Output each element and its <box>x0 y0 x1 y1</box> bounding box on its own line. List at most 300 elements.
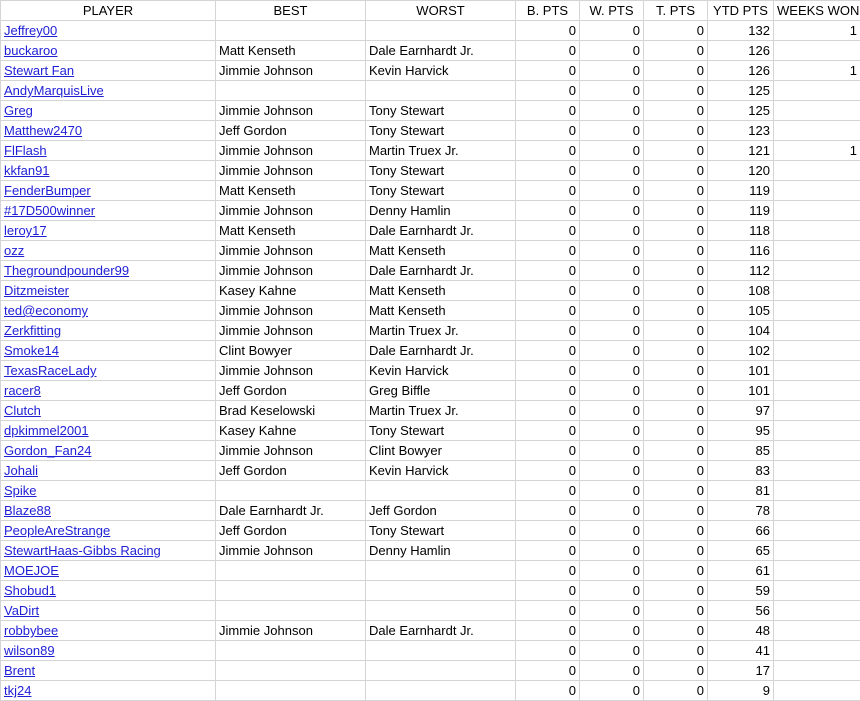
player-cell[interactable] <box>1 21 216 41</box>
worst-driver-cell[interactable]: Jeff Gordon <box>366 501 516 521</box>
player-cell[interactable] <box>1 261 216 281</box>
worst-driver-cell[interactable]: Dale Earnhardt Jr. <box>366 341 516 361</box>
worst-driver-cell[interactable] <box>366 561 516 581</box>
weeks-won-cell[interactable] <box>774 241 860 261</box>
player-link[interactable]: Smoke14 <box>4 343 59 358</box>
t-pts-cell[interactable]: 0 <box>644 561 708 581</box>
worst-driver-cell[interactable]: Clint Bowyer <box>366 441 516 461</box>
player-link[interactable]: robbybee <box>4 623 59 638</box>
w-pts-cell[interactable]: 0 <box>580 281 644 301</box>
ytd-pts-cell[interactable]: 119 <box>708 181 774 201</box>
w-pts-cell[interactable]: 0 <box>580 541 644 561</box>
t-pts-cell[interactable]: 0 <box>644 681 708 701</box>
t-pts-cell[interactable]: 0 <box>644 321 708 341</box>
player-link[interactable]: kkfan91 <box>4 163 50 178</box>
b-pts-cell[interactable]: 0 <box>516 121 580 141</box>
best-driver-cell[interactable]: Jimmie Johnson <box>216 141 366 161</box>
b-pts-cell[interactable]: 0 <box>516 241 580 261</box>
worst-driver-cell[interactable] <box>366 481 516 501</box>
ytd-pts-cell[interactable]: 104 <box>708 321 774 341</box>
player-link[interactable]: Brent <box>4 663 36 678</box>
w-pts-cell[interactable]: 0 <box>580 61 644 81</box>
w-pts-cell[interactable]: 0 <box>580 421 644 441</box>
best-driver-cell[interactable]: Kasey Kahne <box>216 281 366 301</box>
player-cell[interactable] <box>1 561 216 581</box>
weeks-won-cell[interactable] <box>774 581 860 601</box>
ytd-pts-cell[interactable]: 101 <box>708 361 774 381</box>
w-pts-cell[interactable]: 0 <box>580 521 644 541</box>
worst-driver-cell[interactable] <box>366 681 516 701</box>
worst-driver-cell[interactable]: Kevin Harvick <box>366 361 516 381</box>
worst-driver-cell[interactable]: Tony Stewart <box>366 521 516 541</box>
player-link[interactable]: PeopleAreStrange <box>4 523 111 538</box>
player-link[interactable]: MOEJOE <box>4 563 59 578</box>
worst-driver-cell[interactable]: Denny Hamlin <box>366 541 516 561</box>
t-pts-cell[interactable]: 0 <box>644 121 708 141</box>
t-pts-cell[interactable]: 0 <box>644 341 708 361</box>
ytd-pts-cell[interactable]: 81 <box>708 481 774 501</box>
t-pts-cell[interactable]: 0 <box>644 21 708 41</box>
player-cell[interactable] <box>1 601 216 621</box>
player-cell[interactable] <box>1 421 216 441</box>
player-cell[interactable] <box>1 621 216 641</box>
player-cell[interactable] <box>1 81 216 101</box>
weeks-won-cell[interactable] <box>774 221 860 241</box>
player-cell[interactable] <box>1 341 216 361</box>
best-driver-cell[interactable]: Jimmie Johnson <box>216 61 366 81</box>
b-pts-cell[interactable]: 0 <box>516 581 580 601</box>
ytd-pts-cell[interactable]: 65 <box>708 541 774 561</box>
t-pts-cell[interactable]: 0 <box>644 601 708 621</box>
player-cell[interactable] <box>1 101 216 121</box>
worst-driver-cell[interactable]: Tony Stewart <box>366 161 516 181</box>
ytd-pts-cell[interactable]: 83 <box>708 461 774 481</box>
worst-driver-cell[interactable]: Tony Stewart <box>366 101 516 121</box>
w-pts-cell[interactable]: 0 <box>580 481 644 501</box>
best-driver-cell[interactable]: Clint Bowyer <box>216 341 366 361</box>
ytd-pts-cell[interactable]: 66 <box>708 521 774 541</box>
w-pts-cell[interactable]: 0 <box>580 641 644 661</box>
best-driver-cell[interactable]: Jimmie Johnson <box>216 321 366 341</box>
t-pts-cell[interactable]: 0 <box>644 381 708 401</box>
player-cell[interactable] <box>1 581 216 601</box>
player-link[interactable]: Zerkfitting <box>4 323 62 338</box>
player-cell[interactable] <box>1 381 216 401</box>
t-pts-cell[interactable]: 0 <box>644 361 708 381</box>
w-pts-cell[interactable]: 0 <box>580 561 644 581</box>
ytd-pts-cell[interactable]: 121 <box>708 141 774 161</box>
w-pts-cell[interactable]: 0 <box>580 41 644 61</box>
worst-driver-cell[interactable]: Matt Kenseth <box>366 281 516 301</box>
ytd-pts-cell[interactable]: 125 <box>708 81 774 101</box>
worst-driver-cell[interactable]: Matt Kenseth <box>366 301 516 321</box>
b-pts-cell[interactable]: 0 <box>516 661 580 681</box>
best-driver-cell[interactable]: Jimmie Johnson <box>216 101 366 121</box>
t-pts-cell[interactable]: 0 <box>644 621 708 641</box>
ytd-pts-cell[interactable]: 56 <box>708 601 774 621</box>
b-pts-cell[interactable]: 0 <box>516 201 580 221</box>
ytd-pts-cell[interactable]: 9 <box>708 681 774 701</box>
w-pts-cell[interactable]: 0 <box>580 21 644 41</box>
player-cell[interactable] <box>1 301 216 321</box>
best-driver-cell[interactable]: Kasey Kahne <box>216 421 366 441</box>
t-pts-cell[interactable]: 0 <box>644 261 708 281</box>
t-pts-cell[interactable]: 0 <box>644 141 708 161</box>
b-pts-cell[interactable]: 0 <box>516 81 580 101</box>
weeks-won-cell[interactable] <box>774 661 860 681</box>
worst-driver-cell[interactable]: Greg Biffle <box>366 381 516 401</box>
best-driver-cell[interactable] <box>216 581 366 601</box>
b-pts-cell[interactable]: 0 <box>516 161 580 181</box>
t-pts-cell[interactable]: 0 <box>644 161 708 181</box>
b-pts-cell[interactable]: 0 <box>516 221 580 241</box>
weeks-won-cell[interactable] <box>774 601 860 621</box>
b-pts-cell[interactable]: 0 <box>516 641 580 661</box>
b-pts-cell[interactable]: 0 <box>516 501 580 521</box>
ytd-pts-cell[interactable]: 41 <box>708 641 774 661</box>
best-driver-cell[interactable] <box>216 601 366 621</box>
t-pts-cell[interactable]: 0 <box>644 421 708 441</box>
worst-driver-cell[interactable] <box>366 21 516 41</box>
t-pts-cell[interactable]: 0 <box>644 581 708 601</box>
player-link[interactable]: tkj24 <box>4 683 32 698</box>
b-pts-cell[interactable]: 0 <box>516 421 580 441</box>
player-link[interactable]: Ditzmeister <box>4 283 70 298</box>
w-pts-cell[interactable]: 0 <box>580 621 644 641</box>
weeks-won-cell[interactable] <box>774 121 860 141</box>
b-pts-cell[interactable]: 0 <box>516 281 580 301</box>
weeks-won-cell[interactable] <box>774 421 860 441</box>
ytd-pts-cell[interactable]: 59 <box>708 581 774 601</box>
w-pts-cell[interactable]: 0 <box>580 581 644 601</box>
w-pts-cell[interactable]: 0 <box>580 321 644 341</box>
worst-driver-cell[interactable]: Tony Stewart <box>366 121 516 141</box>
weeks-won-cell[interactable] <box>774 41 860 61</box>
ytd-pts-cell[interactable]: 97 <box>708 401 774 421</box>
t-pts-cell[interactable]: 0 <box>644 501 708 521</box>
b-pts-cell[interactable]: 0 <box>516 61 580 81</box>
b-pts-cell[interactable]: 0 <box>516 21 580 41</box>
player-link[interactable]: Gordon_Fan24 <box>4 443 92 458</box>
best-driver-cell[interactable]: Jimmie Johnson <box>216 241 366 261</box>
w-pts-cell[interactable]: 0 <box>580 261 644 281</box>
ytd-pts-cell[interactable]: 61 <box>708 561 774 581</box>
ytd-pts-cell[interactable]: 78 <box>708 501 774 521</box>
w-pts-cell[interactable]: 0 <box>580 101 644 121</box>
player-link[interactable]: Jeffrey00 <box>4 23 58 38</box>
b-pts-cell[interactable]: 0 <box>516 621 580 641</box>
w-pts-cell[interactable]: 0 <box>580 341 644 361</box>
weeks-won-cell[interactable] <box>774 641 860 661</box>
ytd-pts-cell[interactable]: 85 <box>708 441 774 461</box>
t-pts-cell[interactable]: 0 <box>644 641 708 661</box>
player-cell[interactable] <box>1 501 216 521</box>
w-pts-cell[interactable]: 0 <box>580 661 644 681</box>
best-driver-cell[interactable]: Matt Kenseth <box>216 41 366 61</box>
w-pts-cell[interactable]: 0 <box>580 241 644 261</box>
player-link[interactable]: Shobud1 <box>4 583 57 598</box>
best-driver-cell[interactable]: Dale Earnhardt Jr. <box>216 501 366 521</box>
t-pts-cell[interactable]: 0 <box>644 181 708 201</box>
b-pts-cell[interactable]: 0 <box>516 561 580 581</box>
ytd-pts-cell[interactable]: 126 <box>708 61 774 81</box>
weeks-won-cell[interactable]: 1 <box>774 141 860 161</box>
b-pts-cell[interactable]: 0 <box>516 481 580 501</box>
player-link[interactable]: ted@economy <box>4 303 89 318</box>
player-cell[interactable] <box>1 201 216 221</box>
weeks-won-cell[interactable] <box>774 181 860 201</box>
player-link[interactable]: Greg <box>4 103 33 118</box>
worst-driver-cell[interactable]: Dale Earnhardt Jr. <box>366 221 516 241</box>
player-link[interactable]: Clutch <box>4 403 41 418</box>
w-pts-cell[interactable]: 0 <box>580 221 644 241</box>
player-cell[interactable] <box>1 121 216 141</box>
worst-driver-cell[interactable] <box>366 661 516 681</box>
player-link[interactable]: wilson89 <box>4 643 55 658</box>
t-pts-cell[interactable]: 0 <box>644 41 708 61</box>
w-pts-cell[interactable]: 0 <box>580 361 644 381</box>
t-pts-cell[interactable]: 0 <box>644 441 708 461</box>
t-pts-cell[interactable]: 0 <box>644 61 708 81</box>
ytd-pts-cell[interactable]: 132 <box>708 21 774 41</box>
best-driver-cell[interactable] <box>216 681 366 701</box>
player-cell[interactable] <box>1 161 216 181</box>
ytd-pts-cell[interactable]: 112 <box>708 261 774 281</box>
worst-driver-cell[interactable]: Tony Stewart <box>366 181 516 201</box>
best-driver-cell[interactable]: Matt Kenseth <box>216 181 366 201</box>
t-pts-cell[interactable]: 0 <box>644 201 708 221</box>
w-pts-cell[interactable]: 0 <box>580 201 644 221</box>
worst-driver-cell[interactable]: Kevin Harvick <box>366 61 516 81</box>
t-pts-cell[interactable]: 0 <box>644 81 708 101</box>
player-link[interactable]: Johali <box>4 463 38 478</box>
w-pts-cell[interactable]: 0 <box>580 461 644 481</box>
weeks-won-cell[interactable]: 1 <box>774 21 860 41</box>
best-driver-cell[interactable] <box>216 81 366 101</box>
player-cell[interactable] <box>1 461 216 481</box>
weeks-won-cell[interactable] <box>774 561 860 581</box>
player-cell[interactable] <box>1 661 216 681</box>
player-cell[interactable] <box>1 361 216 381</box>
b-pts-cell[interactable]: 0 <box>516 321 580 341</box>
w-pts-cell[interactable]: 0 <box>580 681 644 701</box>
weeks-won-cell[interactable] <box>774 321 860 341</box>
ytd-pts-cell[interactable]: 101 <box>708 381 774 401</box>
player-cell[interactable] <box>1 181 216 201</box>
ytd-pts-cell[interactable]: 48 <box>708 621 774 641</box>
player-link[interactable]: TexasRaceLady <box>4 363 97 378</box>
t-pts-cell[interactable]: 0 <box>644 401 708 421</box>
player-link[interactable]: AndyMarquisLive <box>4 83 104 98</box>
weeks-won-cell[interactable] <box>774 681 860 701</box>
player-cell[interactable] <box>1 641 216 661</box>
best-driver-cell[interactable]: Brad Keselowski <box>216 401 366 421</box>
worst-driver-cell[interactable] <box>366 81 516 101</box>
weeks-won-cell[interactable] <box>774 101 860 121</box>
player-link[interactable]: racer8 <box>4 383 41 398</box>
player-link[interactable]: Stewart Fan <box>4 63 75 78</box>
b-pts-cell[interactable]: 0 <box>516 401 580 421</box>
t-pts-cell[interactable]: 0 <box>644 481 708 501</box>
weeks-won-cell[interactable] <box>774 521 860 541</box>
t-pts-cell[interactable]: 0 <box>644 301 708 321</box>
b-pts-cell[interactable]: 0 <box>516 601 580 621</box>
t-pts-cell[interactable]: 0 <box>644 661 708 681</box>
player-link[interactable]: Spike <box>4 483 37 498</box>
ytd-pts-cell[interactable]: 17 <box>708 661 774 681</box>
ytd-pts-cell[interactable]: 105 <box>708 301 774 321</box>
w-pts-cell[interactable]: 0 <box>580 121 644 141</box>
player-cell[interactable] <box>1 681 216 701</box>
player-link[interactable]: FlFlash <box>4 143 47 158</box>
weeks-won-cell[interactable] <box>774 401 860 421</box>
w-pts-cell[interactable]: 0 <box>580 81 644 101</box>
best-driver-cell[interactable]: Jimmie Johnson <box>216 261 366 281</box>
player-cell[interactable] <box>1 521 216 541</box>
w-pts-cell[interactable]: 0 <box>580 301 644 321</box>
b-pts-cell[interactable]: 0 <box>516 181 580 201</box>
b-pts-cell[interactable]: 0 <box>516 341 580 361</box>
player-cell[interactable] <box>1 61 216 81</box>
player-link[interactable]: Blaze88 <box>4 503 51 518</box>
b-pts-cell[interactable]: 0 <box>516 441 580 461</box>
player-link[interactable]: #17D500winner <box>4 203 96 218</box>
weeks-won-cell[interactable] <box>774 201 860 221</box>
w-pts-cell[interactable]: 0 <box>580 441 644 461</box>
player-link[interactable]: Thegroundpounder99 <box>4 263 130 278</box>
t-pts-cell[interactable]: 0 <box>644 521 708 541</box>
w-pts-cell[interactable]: 0 <box>580 401 644 421</box>
player-link[interactable]: dpkimmel2001 <box>4 423 89 438</box>
b-pts-cell[interactable]: 0 <box>516 101 580 121</box>
ytd-pts-cell[interactable]: 95 <box>708 421 774 441</box>
worst-driver-cell[interactable]: Dale Earnhardt Jr. <box>366 261 516 281</box>
w-pts-cell[interactable]: 0 <box>580 501 644 521</box>
worst-driver-cell[interactable] <box>366 581 516 601</box>
w-pts-cell[interactable]: 0 <box>580 381 644 401</box>
weeks-won-cell[interactable] <box>774 481 860 501</box>
player-link[interactable]: buckaroo <box>4 43 58 58</box>
weeks-won-cell[interactable] <box>774 541 860 561</box>
best-driver-cell[interactable]: Jeff Gordon <box>216 461 366 481</box>
best-driver-cell[interactable]: Jeff Gordon <box>216 381 366 401</box>
weeks-won-cell[interactable] <box>774 301 860 321</box>
worst-driver-cell[interactable]: Kevin Harvick <box>366 461 516 481</box>
best-driver-cell[interactable] <box>216 21 366 41</box>
player-link[interactable]: ozz <box>4 243 25 258</box>
best-driver-cell[interactable]: Jimmie Johnson <box>216 361 366 381</box>
w-pts-cell[interactable]: 0 <box>580 161 644 181</box>
b-pts-cell[interactable]: 0 <box>516 381 580 401</box>
ytd-pts-cell[interactable]: 120 <box>708 161 774 181</box>
player-cell[interactable] <box>1 141 216 161</box>
ytd-pts-cell[interactable]: 102 <box>708 341 774 361</box>
weeks-won-cell[interactable] <box>774 161 860 181</box>
best-driver-cell[interactable] <box>216 481 366 501</box>
b-pts-cell[interactable]: 0 <box>516 261 580 281</box>
weeks-won-cell[interactable] <box>774 441 860 461</box>
worst-driver-cell[interactable]: Martin Truex Jr. <box>366 321 516 341</box>
player-cell[interactable] <box>1 481 216 501</box>
w-pts-cell[interactable]: 0 <box>580 141 644 161</box>
best-driver-cell[interactable]: Jimmie Johnson <box>216 541 366 561</box>
best-driver-cell[interactable]: Jimmie Johnson <box>216 301 366 321</box>
b-pts-cell[interactable]: 0 <box>516 681 580 701</box>
worst-driver-cell[interactable]: Dale Earnhardt Jr. <box>366 621 516 641</box>
player-link[interactable]: StewartHaas-Gibbs Racing <box>4 543 161 558</box>
worst-driver-cell[interactable]: Matt Kenseth <box>366 241 516 261</box>
player-link[interactable]: FenderBumper <box>4 183 91 198</box>
b-pts-cell[interactable]: 0 <box>516 301 580 321</box>
worst-driver-cell[interactable] <box>366 601 516 621</box>
worst-driver-cell[interactable]: Denny Hamlin <box>366 201 516 221</box>
player-cell[interactable] <box>1 441 216 461</box>
ytd-pts-cell[interactable]: 126 <box>708 41 774 61</box>
best-driver-cell[interactable]: Jimmie Johnson <box>216 621 366 641</box>
player-cell[interactable] <box>1 221 216 241</box>
player-cell[interactable] <box>1 541 216 561</box>
best-driver-cell[interactable]: Matt Kenseth <box>216 221 366 241</box>
ytd-pts-cell[interactable]: 116 <box>708 241 774 261</box>
worst-driver-cell[interactable]: Tony Stewart <box>366 421 516 441</box>
t-pts-cell[interactable]: 0 <box>644 221 708 241</box>
player-link[interactable]: VaDirt <box>4 603 40 618</box>
player-cell[interactable] <box>1 321 216 341</box>
player-cell[interactable] <box>1 401 216 421</box>
ytd-pts-cell[interactable]: 125 <box>708 101 774 121</box>
weeks-won-cell[interactable] <box>774 461 860 481</box>
weeks-won-cell[interactable] <box>774 281 860 301</box>
weeks-won-cell[interactable] <box>774 81 860 101</box>
ytd-pts-cell[interactable]: 118 <box>708 221 774 241</box>
weeks-won-cell[interactable] <box>774 341 860 361</box>
best-driver-cell[interactable] <box>216 641 366 661</box>
ytd-pts-cell[interactable]: 108 <box>708 281 774 301</box>
b-pts-cell[interactable]: 0 <box>516 41 580 61</box>
worst-driver-cell[interactable]: Martin Truex Jr. <box>366 141 516 161</box>
player-cell[interactable] <box>1 41 216 61</box>
t-pts-cell[interactable]: 0 <box>644 281 708 301</box>
t-pts-cell[interactable]: 0 <box>644 541 708 561</box>
player-cell[interactable] <box>1 281 216 301</box>
t-pts-cell[interactable]: 0 <box>644 461 708 481</box>
best-driver-cell[interactable]: Jimmie Johnson <box>216 201 366 221</box>
best-driver-cell[interactable]: Jeff Gordon <box>216 121 366 141</box>
weeks-won-cell[interactable] <box>774 361 860 381</box>
weeks-won-cell[interactable] <box>774 261 860 281</box>
b-pts-cell[interactable]: 0 <box>516 361 580 381</box>
best-driver-cell[interactable] <box>216 561 366 581</box>
best-driver-cell[interactable] <box>216 661 366 681</box>
worst-driver-cell[interactable]: Martin Truex Jr. <box>366 401 516 421</box>
worst-driver-cell[interactable]: Dale Earnhardt Jr. <box>366 41 516 61</box>
weeks-won-cell[interactable] <box>774 381 860 401</box>
t-pts-cell[interactable]: 0 <box>644 241 708 261</box>
weeks-won-cell[interactable] <box>774 501 860 521</box>
b-pts-cell[interactable]: 0 <box>516 521 580 541</box>
best-driver-cell[interactable]: Jimmie Johnson <box>216 441 366 461</box>
b-pts-cell[interactable]: 0 <box>516 141 580 161</box>
ytd-pts-cell[interactable]: 119 <box>708 201 774 221</box>
player-link[interactable]: Matthew2470 <box>4 123 83 138</box>
b-pts-cell[interactable]: 0 <box>516 461 580 481</box>
player-cell[interactable] <box>1 241 216 261</box>
w-pts-cell[interactable]: 0 <box>580 601 644 621</box>
ytd-pts-cell[interactable]: 123 <box>708 121 774 141</box>
best-driver-cell[interactable]: Jeff Gordon <box>216 521 366 541</box>
best-driver-cell[interactable]: Jimmie Johnson <box>216 161 366 181</box>
player-link[interactable]: leroy17 <box>4 223 47 238</box>
